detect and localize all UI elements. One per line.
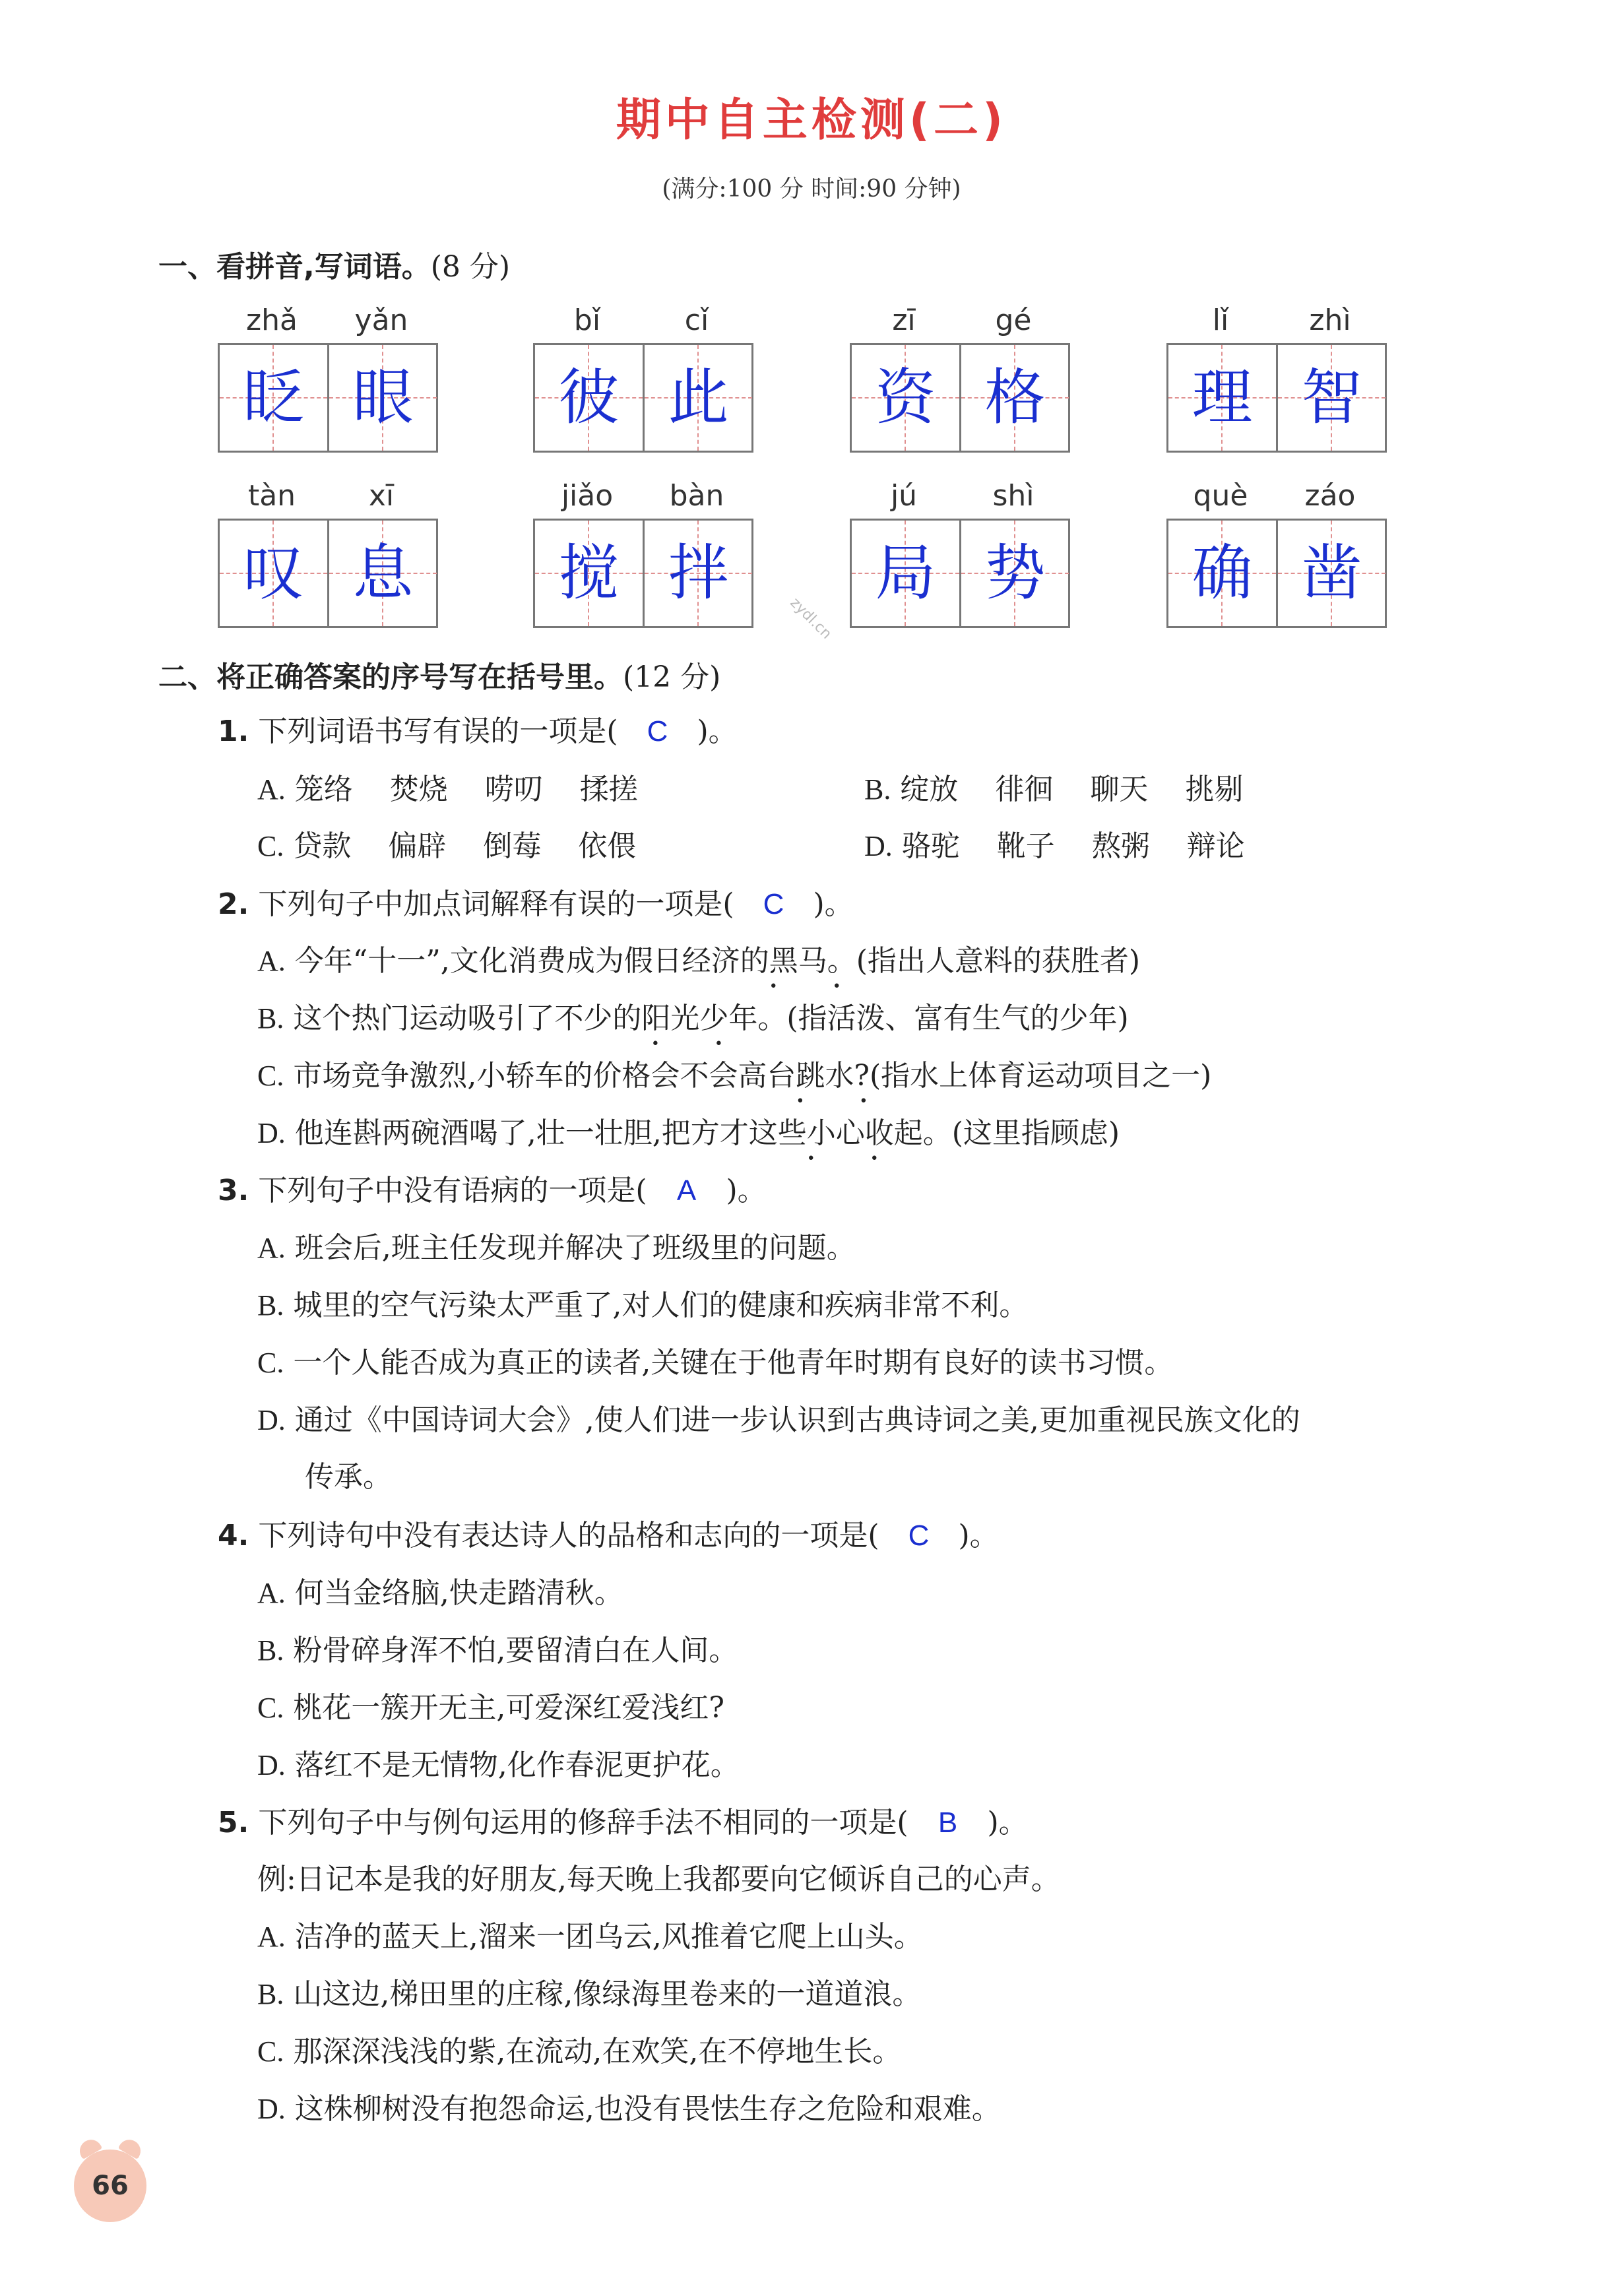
option-c xyxy=(257,822,673,864)
exam-info: (满分:100 分 时间:90 分钟) xyxy=(662,175,961,203)
option-word: 倒莓 xyxy=(483,829,542,863)
word-grid xyxy=(850,479,1070,654)
answer: A xyxy=(676,1174,697,1207)
pinyin: què xyxy=(1193,479,1248,513)
watermark: zydl.cn xyxy=(786,594,835,643)
option-word: 靴子 xyxy=(996,829,1055,863)
pinyin: záo xyxy=(1304,479,1356,513)
answer-char: 拌 xyxy=(668,538,729,608)
tianzige-box xyxy=(850,343,1070,453)
question-stem: 下列句子中加点词解释有误的一项是( xyxy=(258,887,734,921)
option-text: 。(指活泼、富有生气的少年) xyxy=(757,1002,1129,1035)
question-stem: 下列诗句中没有表达诗人的品格和志向的一项是( xyxy=(258,1519,879,1552)
word-grid xyxy=(218,479,438,654)
answer-char: 眨 xyxy=(243,362,304,433)
answer-char: 理 xyxy=(1192,362,1253,433)
word-grid xyxy=(1166,303,1387,479)
option-word: 笼络 xyxy=(294,773,353,806)
answer: C xyxy=(763,888,784,920)
option-letter: D. xyxy=(257,1749,286,1781)
section-2-points: (12 分) xyxy=(623,660,721,694)
dotted-word: 跳水 • • xyxy=(796,1059,854,1093)
clock-bell-icon xyxy=(118,2136,144,2159)
word-grid xyxy=(533,479,753,654)
option-letter: C. xyxy=(257,2035,284,2068)
option-word: 唠叨 xyxy=(484,773,543,806)
tianzige-box xyxy=(533,343,753,453)
option-a xyxy=(257,1224,856,1266)
answer-char: 智 xyxy=(1301,362,1362,433)
answer-char: 格 xyxy=(984,362,1046,433)
option-letter: A. xyxy=(257,773,286,806)
option-d xyxy=(257,1741,740,1783)
question-end: )。 xyxy=(813,887,854,921)
option-text: ?(指水上体育运动项目之一) xyxy=(854,1059,1212,1093)
question-end: )。 xyxy=(987,1806,1028,1839)
option-text: 这株柳树没有抱怨命运,也没有畏怯生存之危险和艰难。 xyxy=(294,2092,1001,2126)
tianzige-box xyxy=(533,519,753,628)
option-letter: A. xyxy=(257,1921,286,1953)
tianzige-box xyxy=(1166,343,1387,453)
word-grid xyxy=(1166,479,1387,654)
answer-char: 局 xyxy=(875,538,936,608)
pinyin: shì xyxy=(992,479,1034,513)
pinyin: cǐ xyxy=(684,303,709,337)
option-word: 偏辟 xyxy=(388,829,447,863)
pinyin: gé xyxy=(995,303,1032,337)
answer-char: 息 xyxy=(352,538,414,608)
option-text: 何当金络脑,快走踏清秋。 xyxy=(294,1576,623,1610)
page-number: 66 xyxy=(92,2171,129,2201)
option-c xyxy=(257,1339,1173,1381)
option-text: 桃花一簇开无主,可爱深红爱浅红? xyxy=(293,1691,724,1725)
question-end: )。 xyxy=(697,715,738,748)
question-stem: 下列句子中没有语病的一项是( xyxy=(258,1174,647,1207)
option-text: 粉骨碎身浑不怕,要留清白在人间。 xyxy=(293,1634,738,1667)
option-letter: D. xyxy=(257,1404,286,1436)
tianzige-box xyxy=(1166,519,1387,628)
option-a xyxy=(257,1913,923,1955)
option-d xyxy=(257,2085,1001,2127)
dotted-word: 黑马 • • xyxy=(769,944,827,978)
pinyin: jiǎo xyxy=(561,479,614,513)
pinyin: lǐ xyxy=(1212,303,1229,337)
page-number-badge xyxy=(74,2150,146,2222)
answer-char: 凿 xyxy=(1301,538,1362,608)
option-word: 辩论 xyxy=(1186,829,1245,863)
option-word: 焚烧 xyxy=(389,773,448,806)
option-word: 徘徊 xyxy=(995,773,1054,806)
section-2-heading xyxy=(158,653,720,695)
question-2 xyxy=(218,880,854,922)
clock-bell-icon xyxy=(76,2136,102,2159)
question-3 xyxy=(218,1166,767,1209)
option-d-continued: 传承。 xyxy=(305,1460,392,1494)
option-c xyxy=(257,1684,724,1726)
option-letter: B. xyxy=(257,1289,284,1322)
question-stem: 下列句子中与例句运用的修辞手法不相同的一项是( xyxy=(258,1806,908,1839)
option-text: 山这边,梯田里的庄稼,像绿海里卷来的一道道浪。 xyxy=(293,1977,922,2011)
option-letter: D. xyxy=(257,2093,286,2125)
option-c xyxy=(257,2027,901,2070)
option-letter: A. xyxy=(257,945,286,977)
option-word: 聊天 xyxy=(1090,773,1149,806)
question-number: 3. xyxy=(218,1174,249,1207)
word-grid xyxy=(850,303,1070,479)
answer-char: 叹 xyxy=(243,538,304,608)
section-1-points: (8 分) xyxy=(430,250,511,284)
answer-char: 眼 xyxy=(352,362,414,433)
option-text: 通过《中国诗词大会》,使人们进一步认识到古典诗词之美,更加重视民族文化的 xyxy=(294,1403,1300,1437)
option-text: 收起。(这里指顾虑) xyxy=(864,1116,1120,1150)
option-text: 那深深浅浅的紫,在流动,在欢笑,在不停地生长。 xyxy=(293,2035,902,2068)
question-end: )。 xyxy=(726,1174,767,1207)
option-d xyxy=(257,1396,1300,1438)
tianzige-box xyxy=(850,519,1070,628)
option-text: 落红不是无情物,化作春泥更护花。 xyxy=(294,1748,740,1782)
option-text: 他连斟两碗酒喝了,壮一壮胆,把方才这些 xyxy=(294,1116,807,1150)
tianzige-box xyxy=(218,519,438,628)
pinyin: yǎn xyxy=(354,303,408,337)
option-letter: C. xyxy=(257,1060,284,1092)
option-d xyxy=(864,822,1282,864)
option-letter: A. xyxy=(257,1577,286,1609)
pinyin: jú xyxy=(890,479,918,513)
option-word: 绽放 xyxy=(900,773,959,806)
question-1 xyxy=(218,707,738,749)
option-text: 城里的空气污染太严重了,对人们的健康和疾病非常不利。 xyxy=(293,1289,1029,1322)
question-stem: 下列词语书写有误的一项是( xyxy=(258,715,618,748)
option-letter: B. xyxy=(257,1978,284,2010)
word-grid xyxy=(218,303,438,479)
pinyin: tàn xyxy=(247,479,296,513)
option-text: 这个热门运动吸引了不少的 xyxy=(293,1002,642,1035)
option-b xyxy=(257,1281,1028,1323)
section-1-heading xyxy=(158,243,510,285)
question-4 xyxy=(218,1512,999,1554)
option-letter: B. xyxy=(257,1002,284,1035)
option-word: 揉搓 xyxy=(579,773,638,806)
pinyin: bǐ xyxy=(573,303,601,337)
option-letter: D. xyxy=(257,1117,286,1149)
option-text: 一个人能否成为真正的读者,关键在于他青年时期有良好的读书习惯。 xyxy=(293,1346,1174,1380)
option-word: 骆驼 xyxy=(901,829,960,863)
page-title: 期中自主检测(二) xyxy=(616,94,1007,146)
answer-char: 彼 xyxy=(558,362,620,433)
question-5 xyxy=(218,1799,1028,1841)
option-word: 熬粥 xyxy=(1091,829,1150,863)
option-word: 依偎 xyxy=(578,829,637,863)
answer-char: 确 xyxy=(1192,538,1253,608)
pinyin: zhì xyxy=(1309,303,1351,337)
option-text: 市场竞争激烈,小轿车的价格会不会高台 xyxy=(293,1059,796,1093)
pinyin: xī xyxy=(368,479,395,513)
answer: B xyxy=(938,1806,958,1839)
pinyin: zhǎ xyxy=(246,303,298,337)
section-1-title: 一、看拼音,写词语。 xyxy=(158,250,431,284)
option-b xyxy=(864,765,1280,808)
answer-char: 搅 xyxy=(558,538,620,608)
dotted-word: 阳光少年 • • xyxy=(641,1002,757,1035)
option-letter: D. xyxy=(864,830,893,862)
option-text: 今年“十一”,文化消费成为假日经济的 xyxy=(294,944,769,978)
question-end: )。 xyxy=(958,1519,999,1552)
option-text: 。(指出人意料的获胜者) xyxy=(827,944,1141,978)
tianzige-box xyxy=(218,343,438,453)
option-word: 挑剔 xyxy=(1185,773,1244,806)
option-letter: C. xyxy=(257,1692,284,1724)
answer: C xyxy=(647,715,668,748)
section-2-title: 二、将正确答案的序号写在括号里。 xyxy=(158,660,623,694)
question-number: 4. xyxy=(218,1519,249,1552)
example-sentence: 例:日记本是我的好朋友,每天晚上我都要向它倾诉自己的心声。 xyxy=(257,1863,1060,1896)
answer-char: 此 xyxy=(668,362,729,433)
question-number: 1. xyxy=(218,715,249,748)
option-text: 班会后,班主任发现并解决了班级里的问题。 xyxy=(294,1231,856,1265)
option-word: 贷款 xyxy=(293,829,352,863)
option-a xyxy=(257,937,1140,979)
answer-char: 资 xyxy=(875,362,936,433)
word-grid xyxy=(533,303,753,479)
option-letter: A. xyxy=(257,1232,286,1264)
option-c xyxy=(257,1052,1211,1094)
question-number: 2. xyxy=(218,887,249,921)
answer-char: 势 xyxy=(984,538,1046,608)
option-a xyxy=(257,765,675,808)
answer: C xyxy=(908,1519,930,1552)
question-number: 5. xyxy=(218,1806,249,1839)
option-d xyxy=(257,1109,1120,1151)
dotted-word: 小心 • • xyxy=(807,1116,865,1150)
option-a xyxy=(257,1569,623,1611)
pinyin: bàn xyxy=(669,479,724,513)
option-letter: C. xyxy=(257,1347,284,1379)
option-b xyxy=(257,1970,921,2012)
option-b xyxy=(257,994,1129,1036)
option-letter: B. xyxy=(864,773,891,806)
option-text: 洁净的蓝天上,溜来一团乌云,风推着它爬上山头。 xyxy=(294,1920,923,1954)
option-b xyxy=(257,1626,738,1669)
option-letter: B. xyxy=(257,1634,284,1667)
option-letter: C. xyxy=(257,830,284,862)
pinyin: zī xyxy=(892,303,916,337)
